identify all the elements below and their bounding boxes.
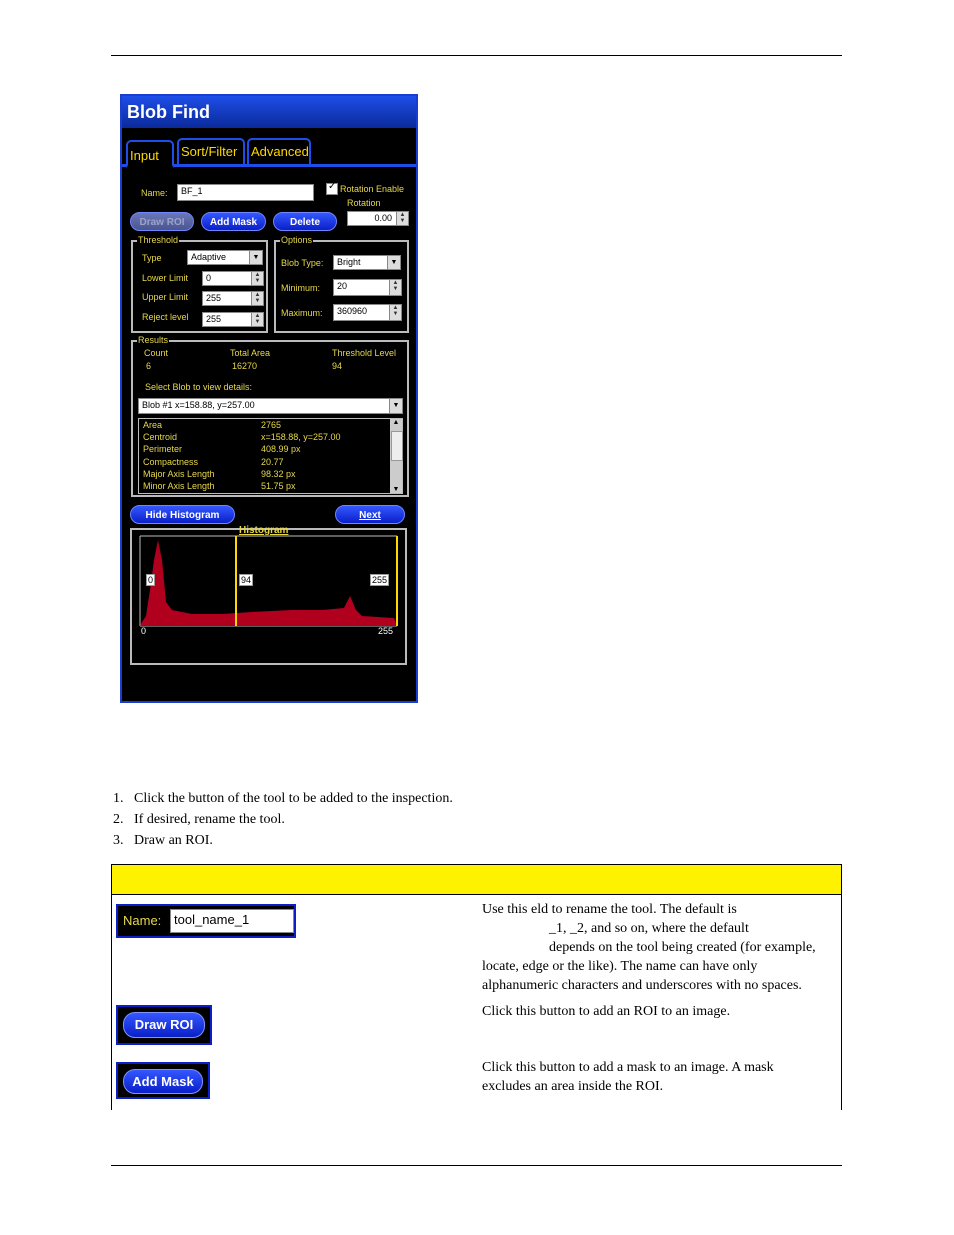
options-group bbox=[274, 235, 409, 333]
count-label: Count bbox=[144, 348, 169, 358]
options-group-label: Options bbox=[281, 235, 313, 245]
panel-title: Blob Find bbox=[127, 102, 210, 122]
upper-limit-value: 255 bbox=[206, 293, 222, 303]
step-number: 2. bbox=[113, 812, 124, 827]
row-desc-add-mask bbox=[482, 1058, 774, 1096]
name-label: Name: bbox=[141, 188, 168, 198]
lower-limit-marker: 0 bbox=[148, 575, 154, 585]
example-draw-roi-button[interactable]: Draw ROI bbox=[123, 1012, 205, 1038]
detail-key: Area bbox=[143, 420, 163, 430]
reject-level-spinner[interactable]: ▲ ▼ bbox=[251, 313, 263, 326]
total-area-label: Total Area bbox=[230, 348, 271, 358]
list-item[interactable] bbox=[143, 481, 388, 493]
reject-level-value: 255 bbox=[206, 314, 222, 324]
step-number: 3. bbox=[113, 833, 124, 848]
detail-key: Centroid bbox=[143, 432, 178, 443]
header-rule bbox=[111, 55, 842, 56]
draw-roi-example bbox=[116, 1005, 212, 1045]
detail-value: 51.75 px bbox=[261, 481, 296, 491]
chevron-down-icon[interactable]: ▼ bbox=[389, 399, 402, 413]
next-button[interactable] bbox=[335, 505, 405, 524]
lower-limit-value: 0 bbox=[206, 273, 212, 283]
histogram-plot bbox=[132, 530, 405, 663]
step-number: 1. bbox=[113, 791, 124, 806]
minimum-label: Minimum: bbox=[281, 283, 321, 293]
maximum-label: Maximum: bbox=[281, 308, 323, 318]
checkmark-icon: ✓ bbox=[328, 181, 337, 192]
next-label: Next bbox=[359, 510, 381, 521]
detail-key: Compactness bbox=[143, 456, 199, 467]
step-1 bbox=[113, 791, 453, 807]
row-desc-draw-roi bbox=[482, 1002, 730, 1021]
threshold-level-value: 94 bbox=[332, 361, 343, 371]
results-group bbox=[131, 335, 409, 497]
draw-roi-button[interactable]: Draw ROI bbox=[130, 212, 194, 231]
detail-value: 20.77 bbox=[261, 456, 284, 467]
desc-line: locate, edge or the like). The name can have only bbox=[482, 959, 758, 974]
list-item[interactable] bbox=[143, 432, 388, 444]
threshold-group-label: Threshold bbox=[138, 235, 179, 245]
rotation-input[interactable] bbox=[347, 211, 409, 226]
rotation-spinner[interactable]: ▲ ▼ bbox=[396, 212, 408, 225]
desc-line: excludes an area inside the ROI. bbox=[482, 1079, 664, 1094]
minimum-value: 20 bbox=[337, 281, 348, 291]
minimum-spinner[interactable]: ▲ ▼ bbox=[389, 280, 401, 295]
options-table bbox=[111, 864, 842, 1110]
blob-find-panel bbox=[120, 94, 418, 703]
detail-key: Perimeter bbox=[143, 444, 183, 455]
details-scrollbar[interactable] bbox=[390, 419, 402, 493]
desc-line: Click this button to add a mask to an image. A mask bbox=[482, 1060, 774, 1075]
threshold-type-label: Type bbox=[142, 253, 162, 263]
tab-sort-filter[interactable]: Sort/Filter bbox=[177, 138, 245, 164]
count-value: 6 bbox=[146, 361, 152, 371]
name-input[interactable]: BF_1 bbox=[177, 184, 314, 201]
upper-limit-marker: 255 bbox=[372, 575, 388, 585]
rotation-enable-label: Rotation Enable bbox=[340, 184, 405, 194]
rotation-value: 0.00 bbox=[374, 213, 392, 223]
tab-advanced[interactable]: Advanced bbox=[247, 138, 311, 164]
threshold-type-select[interactable] bbox=[187, 250, 263, 265]
tab-input[interactable]: Input bbox=[126, 140, 174, 168]
upper-limit-label: Upper Limit bbox=[142, 292, 189, 302]
threshold-level-label: Threshold Level bbox=[332, 348, 397, 358]
list-item[interactable] bbox=[143, 457, 388, 469]
maximum-spinner[interactable]: ▲ ▼ bbox=[389, 305, 401, 320]
step-text: Draw an ROI. bbox=[134, 833, 213, 848]
detail-key: Major Axis Length bbox=[143, 468, 215, 479]
reject-level-input[interactable] bbox=[202, 312, 264, 327]
chevron-down-icon[interactable]: ▼ bbox=[249, 251, 262, 264]
detail-value: 408.99 px bbox=[261, 444, 301, 455]
hide-histogram-button[interactable]: Hide Histogram bbox=[130, 505, 235, 524]
upper-limit-spinner[interactable]: ▲ ▼ bbox=[251, 292, 263, 305]
example-add-mask-button[interactable]: Add Mask bbox=[123, 1069, 203, 1094]
maximum-input[interactable] bbox=[333, 304, 402, 321]
selected-blob-value: Blob #1 x=158.88, y=257.00 bbox=[142, 400, 255, 410]
axis-max-label: 255 bbox=[378, 626, 394, 636]
chevron-down-icon[interactable]: ▼ bbox=[387, 256, 400, 269]
list-item[interactable] bbox=[143, 420, 388, 432]
desc-line: alphanumeric characters and underscores with no spaces. bbox=[482, 978, 802, 993]
list-item[interactable] bbox=[143, 444, 388, 456]
select-blob-label: Select Blob to view details: bbox=[145, 382, 253, 392]
maximum-value: 360960 bbox=[337, 306, 368, 316]
lower-limit-label: Lower Limit bbox=[142, 273, 189, 283]
minimum-input[interactable] bbox=[333, 279, 402, 296]
desc-line: Click this button to add an ROI to an image. bbox=[482, 1004, 731, 1019]
lower-limit-spinner[interactable]: ▲ ▼ bbox=[251, 272, 263, 285]
desc-line: Use this eld to rename the tool. The default is bbox=[482, 902, 737, 917]
rotation-label: Rotation bbox=[347, 198, 381, 208]
rotation-enable-checkbox[interactable] bbox=[326, 183, 338, 195]
histogram-area bbox=[140, 540, 397, 626]
scroll-thumb[interactable] bbox=[391, 431, 403, 461]
footer-rule bbox=[111, 1165, 842, 1166]
blob-type-select[interactable] bbox=[333, 255, 401, 270]
histogram-chart bbox=[130, 525, 407, 665]
blob-details-list[interactable] bbox=[138, 418, 403, 494]
threshold-group bbox=[131, 235, 268, 333]
add-mask-button[interactable]: Add Mask bbox=[201, 212, 266, 231]
step-text: If desired, rename the tool. bbox=[134, 812, 285, 827]
detail-key: Minor Axis Length bbox=[143, 481, 215, 491]
blob-select[interactable] bbox=[138, 398, 403, 414]
example-name-label: Name: bbox=[123, 913, 162, 928]
table-header bbox=[112, 865, 841, 895]
histogram-title: Histogram bbox=[239, 525, 289, 536]
name-field-example bbox=[116, 904, 296, 938]
scroll-up-icon[interactable]: ▲ bbox=[392, 419, 400, 426]
reject-level-label: Reject level bbox=[142, 312, 189, 322]
panel-title-bar bbox=[122, 96, 416, 128]
threshold-marker: 94 bbox=[241, 575, 252, 585]
step-2 bbox=[113, 812, 285, 828]
desc-line: _1, _2, and so on, where the default bbox=[549, 921, 749, 936]
detail-value: x=158.88, y=257.00 bbox=[261, 432, 341, 443]
lower-limit-input[interactable] bbox=[202, 271, 264, 286]
axis-min-label: 0 bbox=[141, 626, 147, 636]
blob-type-value: Bright bbox=[337, 257, 361, 267]
detail-value: 98.32 px bbox=[261, 468, 296, 479]
upper-limit-input[interactable] bbox=[202, 291, 264, 306]
scroll-down-icon[interactable]: ▼ bbox=[392, 486, 400, 493]
add-mask-example bbox=[116, 1062, 210, 1099]
total-area-value: 16270 bbox=[232, 361, 258, 371]
step-3 bbox=[113, 833, 213, 849]
detail-value: 2765 bbox=[261, 420, 282, 430]
threshold-type-value: Adaptive bbox=[191, 252, 227, 262]
step-text: Click the button of the tool to be added to the inspection. bbox=[134, 791, 453, 806]
example-name-input[interactable]: tool_name_1 bbox=[170, 909, 294, 933]
list-item[interactable] bbox=[143, 469, 388, 481]
row-desc-name bbox=[482, 900, 816, 995]
blob-type-label: Blob Type: bbox=[281, 258, 324, 268]
delete-button[interactable]: Delete bbox=[273, 212, 337, 231]
desc-line: depends on the tool being created (for example, bbox=[549, 940, 816, 955]
results-group-label: Results bbox=[138, 335, 169, 345]
